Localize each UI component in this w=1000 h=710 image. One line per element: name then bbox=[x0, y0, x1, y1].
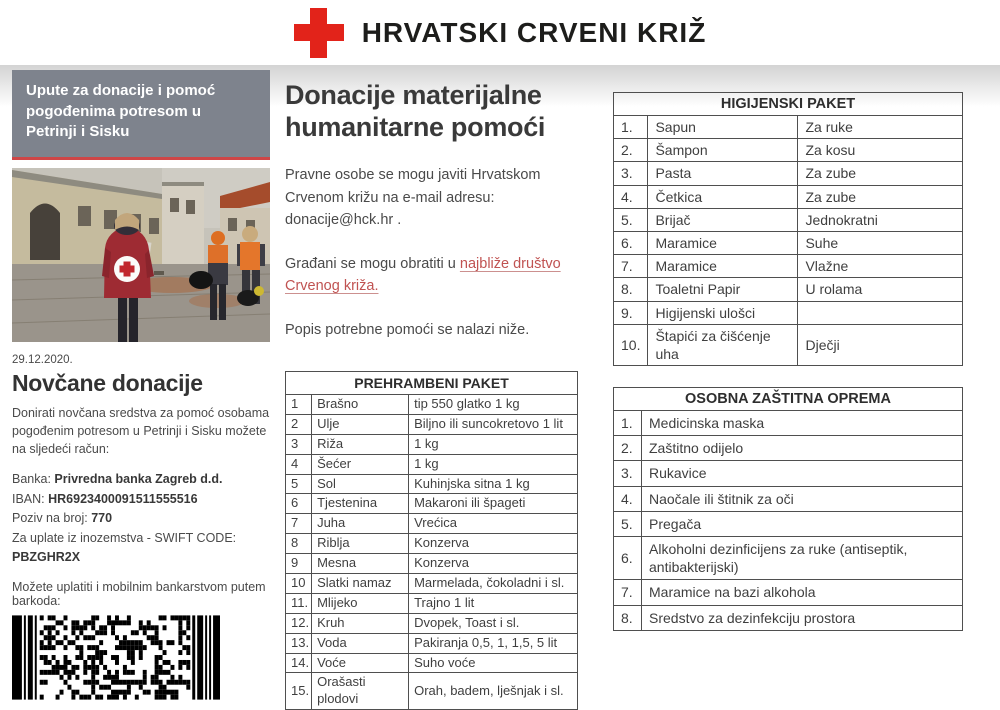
table-cell: 2 bbox=[286, 414, 312, 434]
bank-name-value: Privredna banka Zagreb d.d. bbox=[54, 472, 223, 487]
table-cell: 3. bbox=[614, 461, 642, 486]
hygiene-table-title: HIGIJENSKI PAKET bbox=[614, 93, 963, 116]
table-row bbox=[286, 494, 578, 514]
bank-name-line: Banka: Privredna banka Zagreb d.d. bbox=[12, 472, 223, 487]
bank-details bbox=[12, 470, 270, 567]
table-cell bbox=[798, 301, 963, 324]
table-cell: 9. bbox=[614, 301, 648, 324]
table-cell: Konzerva bbox=[409, 534, 578, 554]
instructions-banner: Upute za donacije i pomoć pogođenima potresom u Petrinji i Sisku bbox=[12, 70, 270, 160]
table-cell: Biljno ili suncokretovo 1 lit bbox=[409, 414, 578, 434]
table-row bbox=[614, 537, 963, 580]
publish-date: 29.12.2020. bbox=[12, 354, 73, 367]
table-row bbox=[286, 554, 578, 574]
table-row bbox=[286, 434, 578, 454]
table-cell: 10. bbox=[614, 324, 648, 365]
table-cell: 4. bbox=[614, 486, 642, 511]
table-cell: Rukavice bbox=[642, 461, 963, 486]
table-cell: Slatki namaz bbox=[312, 573, 409, 593]
table-row bbox=[286, 633, 578, 653]
iban-line: IBAN: HR6923400091511555516 bbox=[12, 491, 198, 506]
table-row bbox=[614, 605, 963, 630]
table-cell: 7. bbox=[614, 580, 642, 605]
table-cell: Higijenski ulošci bbox=[648, 301, 798, 324]
table-cell: 11. bbox=[286, 593, 312, 613]
table-cell: Maramice bbox=[648, 255, 798, 278]
table-cell: Kuhinjska sitna 1 kg bbox=[409, 474, 578, 494]
table-cell: Makaroni ili špageti bbox=[409, 494, 578, 514]
table-cell: Sapun bbox=[648, 116, 798, 139]
table-cell: Za zube bbox=[798, 162, 963, 185]
table-cell: Šećer bbox=[312, 454, 409, 474]
swift-value: PBZGHR2X bbox=[12, 549, 81, 564]
table-cell: Suho voće bbox=[409, 653, 578, 673]
table-cell: 7. bbox=[614, 255, 648, 278]
table-cell: 8. bbox=[614, 278, 648, 301]
table-cell: Mesna bbox=[312, 554, 409, 574]
citizens-paragraph: Građani se mogu obratiti u najbliže društvo Crvenog križa. bbox=[285, 255, 561, 295]
money-donations-heading: Novčane donacije bbox=[12, 370, 203, 397]
table-row bbox=[614, 139, 963, 162]
table-cell: Dječji bbox=[798, 324, 963, 365]
table-row bbox=[614, 185, 963, 208]
ppe-table-title: OSOBNA ZAŠTITNA OPREMA bbox=[614, 388, 963, 411]
main-column bbox=[285, 80, 578, 710]
table-row bbox=[286, 514, 578, 534]
table-cell: Jednokratni bbox=[798, 208, 963, 231]
table-cell: Riža bbox=[312, 434, 409, 454]
table-cell: 2. bbox=[614, 436, 642, 461]
table-cell: Trajno 1 lit bbox=[409, 593, 578, 613]
material-aid-heading: Donacije materijalne humanitarne pomoći bbox=[285, 80, 546, 142]
table-cell: tip 550 glatko 1 kg bbox=[409, 394, 578, 414]
table-row bbox=[614, 580, 963, 605]
table-cell: U rolama bbox=[798, 278, 963, 301]
table-cell: 3 bbox=[286, 434, 312, 454]
table-cell: Zaštitno odijelo bbox=[642, 436, 963, 461]
table-cell: Četkica bbox=[648, 185, 798, 208]
table-cell: 1 bbox=[286, 394, 312, 414]
table-row bbox=[614, 301, 963, 324]
table-cell: 5 bbox=[286, 474, 312, 494]
table-row bbox=[286, 653, 578, 673]
table-row bbox=[614, 231, 963, 254]
table-cell: Brašno bbox=[312, 394, 409, 414]
table-row bbox=[286, 593, 578, 613]
table-row bbox=[614, 255, 963, 278]
table-cell: Vrećica bbox=[409, 514, 578, 534]
table-cell: 1 kg bbox=[409, 454, 578, 474]
table-cell: Riblja bbox=[312, 534, 409, 554]
table-row bbox=[614, 116, 963, 139]
payment-barcode bbox=[12, 615, 270, 705]
table-cell: Maramice bbox=[648, 231, 798, 254]
table-cell: Za kosu bbox=[798, 139, 963, 162]
table-row bbox=[286, 534, 578, 554]
table-cell: Vlažne bbox=[798, 255, 963, 278]
table-cell: 8. bbox=[614, 605, 642, 630]
food-table-title: PREHRAMBENI PAKET bbox=[286, 371, 578, 394]
left-column bbox=[12, 70, 270, 705]
table-cell: Za ruke bbox=[798, 116, 963, 139]
table-cell: 8 bbox=[286, 534, 312, 554]
table-cell: 5. bbox=[614, 208, 648, 231]
table-cell: Marmelada, čokoladni i sl. bbox=[409, 573, 578, 593]
table-cell: 6. bbox=[614, 231, 648, 254]
ppe-table bbox=[613, 387, 963, 631]
table-row bbox=[286, 673, 578, 710]
right-column bbox=[613, 92, 963, 631]
email-address: donacije@hck.hr bbox=[285, 212, 394, 229]
table-cell: 9 bbox=[286, 554, 312, 574]
table-cell: 1 kg bbox=[409, 434, 578, 454]
barcode-caption: Možete uplatiti i mobilnim bankarstvom putem barkoda: bbox=[12, 580, 266, 609]
table-cell: Kruh bbox=[312, 613, 409, 633]
org-title: HRVATSKI CRVENI KRIŽ bbox=[361, 16, 707, 48]
table-row bbox=[286, 474, 578, 494]
red-cross-logo-icon bbox=[294, 8, 344, 58]
table-row bbox=[614, 461, 963, 486]
table-cell: 10 bbox=[286, 573, 312, 593]
table-cell: Suhe bbox=[798, 231, 963, 254]
table-cell: Mlijeko bbox=[312, 593, 409, 613]
table-cell: Maramice na bazi alkohola bbox=[642, 580, 963, 605]
table-cell: Sredstvo za dezinfekciju prostora bbox=[642, 605, 963, 630]
table-cell: Tjestenina bbox=[312, 494, 409, 514]
table-cell: Brijač bbox=[648, 208, 798, 231]
table-cell: 3. bbox=[614, 162, 648, 185]
table-cell: Konzerva bbox=[409, 554, 578, 574]
table-row bbox=[614, 162, 963, 185]
table-row bbox=[286, 454, 578, 474]
table-cell: Alkoholni dezinficijens za ruke (antiseptik, antibakterijski) bbox=[642, 537, 963, 580]
table-row bbox=[286, 414, 578, 434]
table-cell: Naočale ili štitnik za oči bbox=[642, 486, 963, 511]
table-cell: Voće bbox=[312, 653, 409, 673]
page-header bbox=[0, 0, 1000, 65]
table-row bbox=[614, 411, 963, 436]
table-cell: 6 bbox=[286, 494, 312, 514]
table-cell: 4 bbox=[286, 454, 312, 474]
reference-number-line: Poziv na broj: 770 bbox=[12, 511, 113, 526]
table-cell: 13. bbox=[286, 633, 312, 653]
table-cell: Toaletni Papir bbox=[648, 278, 798, 301]
table-cell: 1. bbox=[614, 411, 642, 436]
money-donations-intro: Donirati novčana sredstva za pomoć osobama pogođenim potresom u Petrinji i Sisku možete na sljedeći račun: bbox=[12, 406, 270, 457]
table-cell: Za zube bbox=[798, 185, 963, 208]
table-row bbox=[286, 573, 578, 593]
table-cell: 2. bbox=[614, 139, 648, 162]
legal-entities-paragraph: Pravne osobe se mogu javiti Hrvatskom Crvenom križu na e-mail adresu: donacije@hck.hr . bbox=[285, 167, 541, 229]
table-row bbox=[286, 613, 578, 633]
table-cell: 12. bbox=[286, 613, 312, 633]
table-cell: Šampon bbox=[648, 139, 798, 162]
reference-number-value: 770 bbox=[91, 511, 113, 526]
table-cell: Sol bbox=[312, 474, 409, 494]
iban-value: HR6923400091511555516 bbox=[48, 491, 198, 506]
table-cell: Pregača bbox=[642, 511, 963, 536]
table-cell: 1. bbox=[614, 116, 648, 139]
table-row bbox=[614, 436, 963, 461]
swift-line: Za uplate iz inozemstva - SWIFT CODE: PBZGHR2X bbox=[12, 530, 237, 564]
table-cell: 5. bbox=[614, 511, 642, 536]
table-cell: 7 bbox=[286, 514, 312, 534]
hygiene-package-table bbox=[613, 92, 963, 366]
table-row bbox=[614, 208, 963, 231]
table-cell: Pasta bbox=[648, 162, 798, 185]
table-cell: Orašasti plodovi bbox=[312, 673, 409, 710]
table-cell: Dvopek, Toast i sl. bbox=[409, 613, 578, 633]
table-cell: Orah, badem, lješnjak i sl. bbox=[409, 673, 578, 710]
food-package-table bbox=[285, 371, 578, 710]
list-below-paragraph: Popis potrebne pomoći se nalazi niže. bbox=[285, 321, 530, 338]
nearest-red-cross-society-link[interactable]: najbliže društvo Crvenog križa. bbox=[285, 255, 561, 295]
table-row bbox=[286, 394, 578, 414]
table-row bbox=[614, 278, 963, 301]
table-cell: 15. bbox=[286, 673, 312, 710]
earthquake-street-photo bbox=[12, 168, 270, 342]
table-row bbox=[614, 324, 963, 365]
table-cell: Juha bbox=[312, 514, 409, 534]
table-cell: Medicinska maska bbox=[642, 411, 963, 436]
table-cell: Štapići za čišćenje uha bbox=[648, 324, 798, 365]
table-cell: Voda bbox=[312, 633, 409, 653]
table-cell: 4. bbox=[614, 185, 648, 208]
table-cell: Pakiranja 0,5, 1, 1,5, 5 lit bbox=[409, 633, 578, 653]
table-cell: Ulje bbox=[312, 414, 409, 434]
table-cell: 14. bbox=[286, 653, 312, 673]
table-row bbox=[614, 486, 963, 511]
table-row bbox=[614, 511, 963, 536]
table-cell: 6. bbox=[614, 537, 642, 580]
